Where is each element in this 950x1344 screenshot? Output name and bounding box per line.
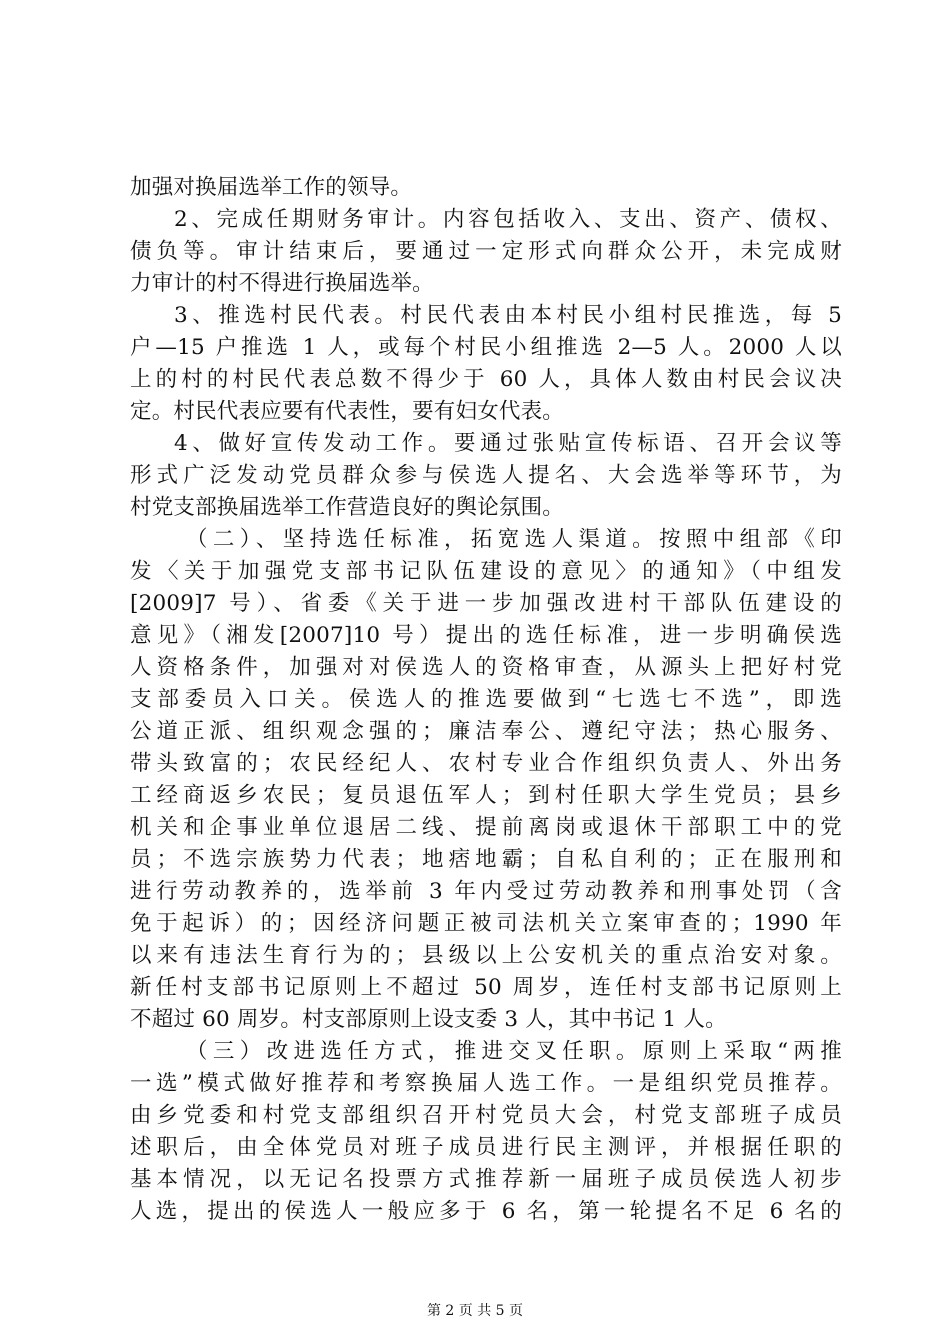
text-line: 户—15 户推选 1 人，或每个村民小组推选 2—5 人。2000 人以 bbox=[130, 335, 842, 360]
text-line: 员；不选宗族势力代表；地痞地霸；自私自利的；正在服刑和 bbox=[130, 847, 842, 872]
text-line: 工经商返乡农民；复员退伍军人；到村任职大学生党员；县乡 bbox=[130, 783, 842, 808]
text-line: 人选，提出的侯选人一般应多于 6 名，第一轮提名不足 6 名的 bbox=[130, 1199, 842, 1224]
text-line: 4、做好宣传发动工作。要通过张贴宣传标语、召开会议等 bbox=[174, 431, 842, 456]
text-line: 以来有违法生育行为的；县级以上公安机关的重点治安对象。 bbox=[130, 943, 842, 968]
text-line: 人资格条件，加强对对侯选人的资格审查，从源头上把好村党 bbox=[130, 655, 842, 680]
text-line: （三）改进选任方式，推进交叉任职。原则上采取“两推 bbox=[186, 1039, 842, 1064]
text-line: （二）、坚持选任标准，拓宽选人渠道。按照中组部《印 bbox=[186, 527, 842, 552]
text-line: 上的村的村民代表总数不得少于 60 人，具体人数由村民会议决 bbox=[130, 367, 842, 392]
text-line: 由乡党委和村党支部组织召开村党员大会，村党支部班子成员 bbox=[130, 1103, 842, 1128]
text-line: 形式广泛发动党员群众参与侯选人提名、大会选举等环节，为 bbox=[130, 463, 842, 488]
text-line: 不超过 60 周岁。村支部原则上设支委 3 人，其中书记 1 人。 bbox=[130, 1007, 727, 1032]
text-line: 意见》（湘发[2007]10 号）提出的选任标准，进一步明确侯选 bbox=[130, 623, 842, 648]
page-footer: 第 2 页 共 5 页 bbox=[426, 1303, 524, 1319]
text-line: 述职后，由全体党员对班子成员进行民主测评，并根据任职的 bbox=[130, 1135, 842, 1160]
text-line: [2009]7 号）、省委《关于进一步加强改进村干部队伍建设的 bbox=[130, 591, 842, 616]
text-line: 公道正派、组织观念强的；廉洁奉公、遵纪守法；热心服务、 bbox=[130, 719, 842, 744]
document-body bbox=[130, 172, 842, 1228]
text-line: 一选”模式做好推荐和考察换届人选工作。一是组织党员推荐。 bbox=[130, 1071, 842, 1096]
text-line: 支部委员入口关。侯选人的推选要做到“七选七不选”，即选 bbox=[130, 687, 842, 712]
text-line: 2、完成任期财务审计。内容包括收入、支出、资产、债权、 bbox=[174, 207, 842, 232]
text-line: 3、推选村民代表。村民代表由本村民小组村民推选，每 5 bbox=[174, 303, 842, 328]
text-line: 机关和企事业单位退居二线、提前离岗或退休干部职工中的党 bbox=[130, 815, 842, 840]
text-line: 新任村支部书记原则上不超过 50 周岁，连任村支部书记原则上 bbox=[130, 975, 842, 1000]
text-line: 定。村民代表应要有代表性，要有妇女代表。 bbox=[130, 399, 565, 424]
text-line: 发〈关于加强党支部书记队伍建设的意见〉的通知》（中组发 bbox=[130, 559, 842, 584]
text-line: 进行劳动教养的，选举前 3 年内受过劳动教养和刑事处罚（含 bbox=[130, 879, 842, 904]
text-line: 村党支部换届选举工作营造良好的舆论氛围。 bbox=[130, 495, 565, 520]
text-line: 债负等。审计结束后，要通过一定形式向群众公开，未完成财 bbox=[130, 239, 842, 264]
text-line: 带头致富的；农民经纪人、农村专业合作组织负责人、外出务 bbox=[130, 751, 842, 776]
text-line: 加强对换届选举工作的领导。 bbox=[130, 175, 413, 200]
text-line: 基本情况，以无记名投票方式推荐新一届班子成员侯选人初步 bbox=[130, 1167, 842, 1192]
text-line: 免于起诉）的；因经济问题正被司法机关立案审查的；1990 年 bbox=[130, 911, 842, 936]
text-line: 力审计的村不得进行换届选举。 bbox=[130, 271, 434, 296]
